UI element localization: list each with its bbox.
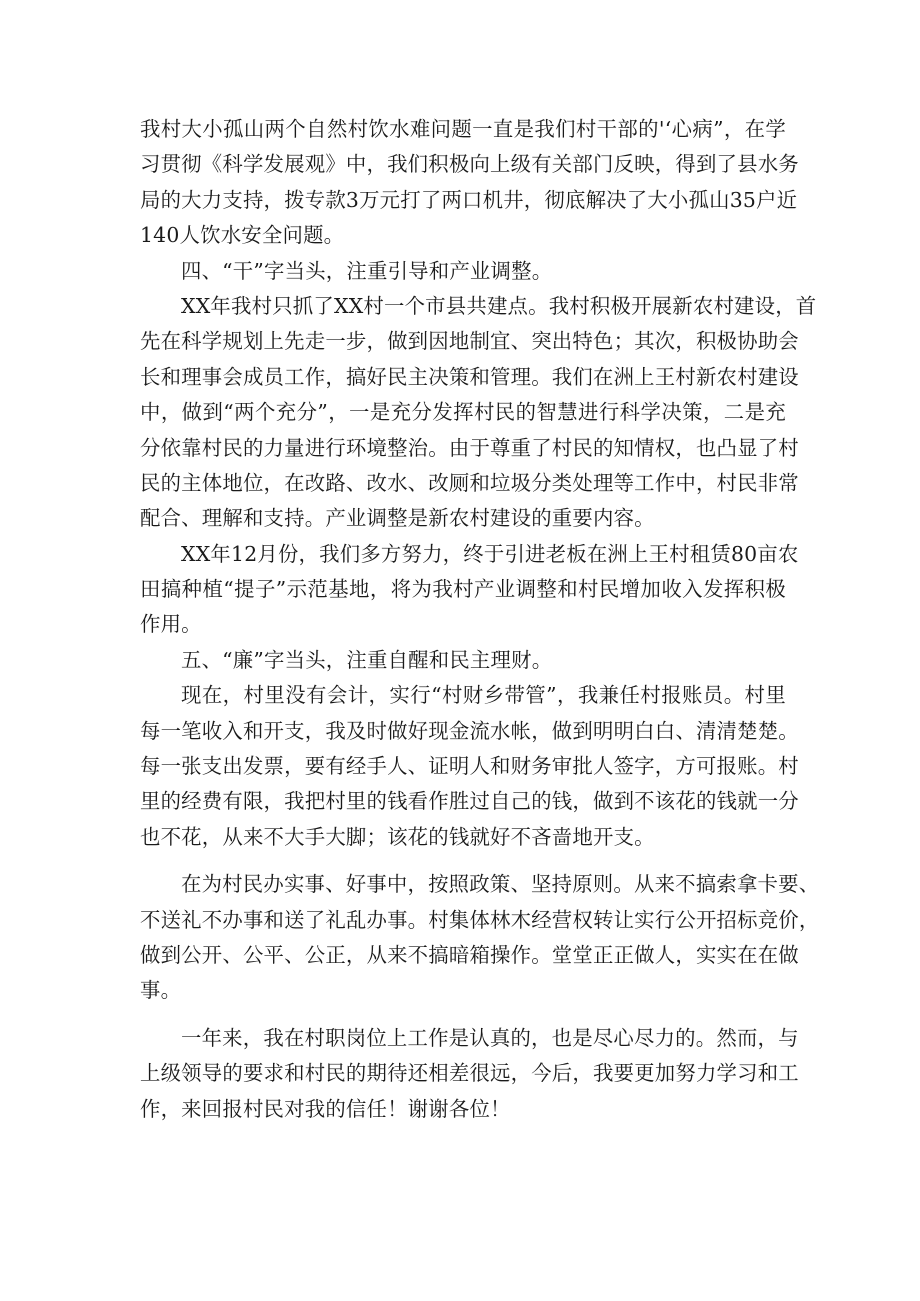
text-line: 里的经费有限，我把村里的钱看作胜过自己的钱，做到不该花的钱就一分 <box>140 789 799 814</box>
document-page <box>140 112 820 1127</box>
text-line: 不送礼不办事和送了礼乱办事。村集体林木经营权转让实行公开招标竞价， <box>140 907 820 932</box>
text-line: 习贯彻《科学发展观》中，我们积极向上级有关部门反映，得到了县水务 <box>140 152 799 177</box>
paragraph-finance <box>140 678 799 855</box>
text-line: 先在科学规划上先走一步，做到因地制宜、突出特色；其次，积极协助会 <box>140 329 799 354</box>
paragraph-principles <box>140 867 820 1009</box>
text-line: 田搞种植“提子”示范基地，将为我村产业调整和村民增加收入发挥积极 <box>140 577 786 602</box>
text-line: 现在，村里没有会计，实行“村财乡带管”，我兼任村报账员。村里 <box>181 683 786 708</box>
paragraph-gap <box>140 855 786 867</box>
text-line: 事。 <box>140 978 182 1003</box>
text-line: XX年我村只抓了XX村一个市县共建点。我村积极开展新农村建设，首 <box>181 293 817 318</box>
text-line: 我村大小孤山两个自然村饮水难问题一直是我们村干部的'‘心病”，在学 <box>140 117 786 141</box>
text-line: 140人饮水安全问题。 <box>140 223 345 248</box>
text-line: XX年12月份，我们多方努力，终于引进老板在洲上王村租赁80亩农 <box>181 541 799 566</box>
section-heading: 五、“廉”字当头，注重自醒和民主理财。 <box>181 647 553 672</box>
text-line: 中，做到“两个充分”，一是充分发挥村民的智慧进行科学决策，二是充 <box>140 400 786 425</box>
text-line: 也不花，从来不大手大脚；该花的钱就好不吝啬地开支。 <box>140 824 655 849</box>
text-line: 一年来，我在村职岗位上工作是认真的，也是尽心尽力的。然而，与 <box>181 1025 799 1050</box>
text-line: 民的主体地位，在改路、改水、改厕和垃圾分类处理等工作中，村民非常 <box>140 470 799 495</box>
text-line: 上级领导的要求和村民的期待还相差很远，今后，我要更加努力学习和工 <box>140 1061 799 1086</box>
section-heading: 四、“干”字当头，注重引导和产业调整。 <box>181 258 553 283</box>
text-line: 每一笔收入和开支，我及时做好现金流水帐，做到明明白白、清清楚楚。 <box>140 718 799 743</box>
text-line: 每一张支出发票，要有经手人、证明人和财务审批人签字，方可报账。村 <box>140 754 799 779</box>
paragraph-water-supply <box>140 112 799 254</box>
text-line: 做到公开、公平、公正，从来不搞暗箱操作。堂堂正正做人，实实在在做 <box>140 942 799 967</box>
text-line: 作用。 <box>140 612 202 637</box>
section-heading-four <box>140 254 786 289</box>
text-line: 分依靠村民的力量进行环境整治。由于尊重了村民的知情权，也凸显了村 <box>140 435 799 460</box>
text-line: 作，来回报村民对我的信任！谢谢各位！ <box>140 1096 511 1121</box>
text-line: 局的大力支持，拨专款3万元打了两口机井，彻底解决了大小孤山35户近 <box>140 187 798 212</box>
section-heading-five <box>140 643 786 678</box>
paragraph-new-village-construction <box>140 289 817 537</box>
text-line: 配合、理解和支持。产业调整是新农村建设的重要内容。 <box>140 506 655 531</box>
paragraph-gap <box>140 1009 786 1021</box>
paragraph-conclusion <box>140 1021 799 1127</box>
paragraph-industry-adjustment <box>140 537 799 643</box>
text-line: 在为村民办实事、好事中，按照政策、坚持原则。从来不搞索拿卡要、 <box>181 872 820 897</box>
text-line: 长和理事会成员工作，搞好民主决策和管理。我们在洲上王村新农村建设 <box>140 364 799 389</box>
